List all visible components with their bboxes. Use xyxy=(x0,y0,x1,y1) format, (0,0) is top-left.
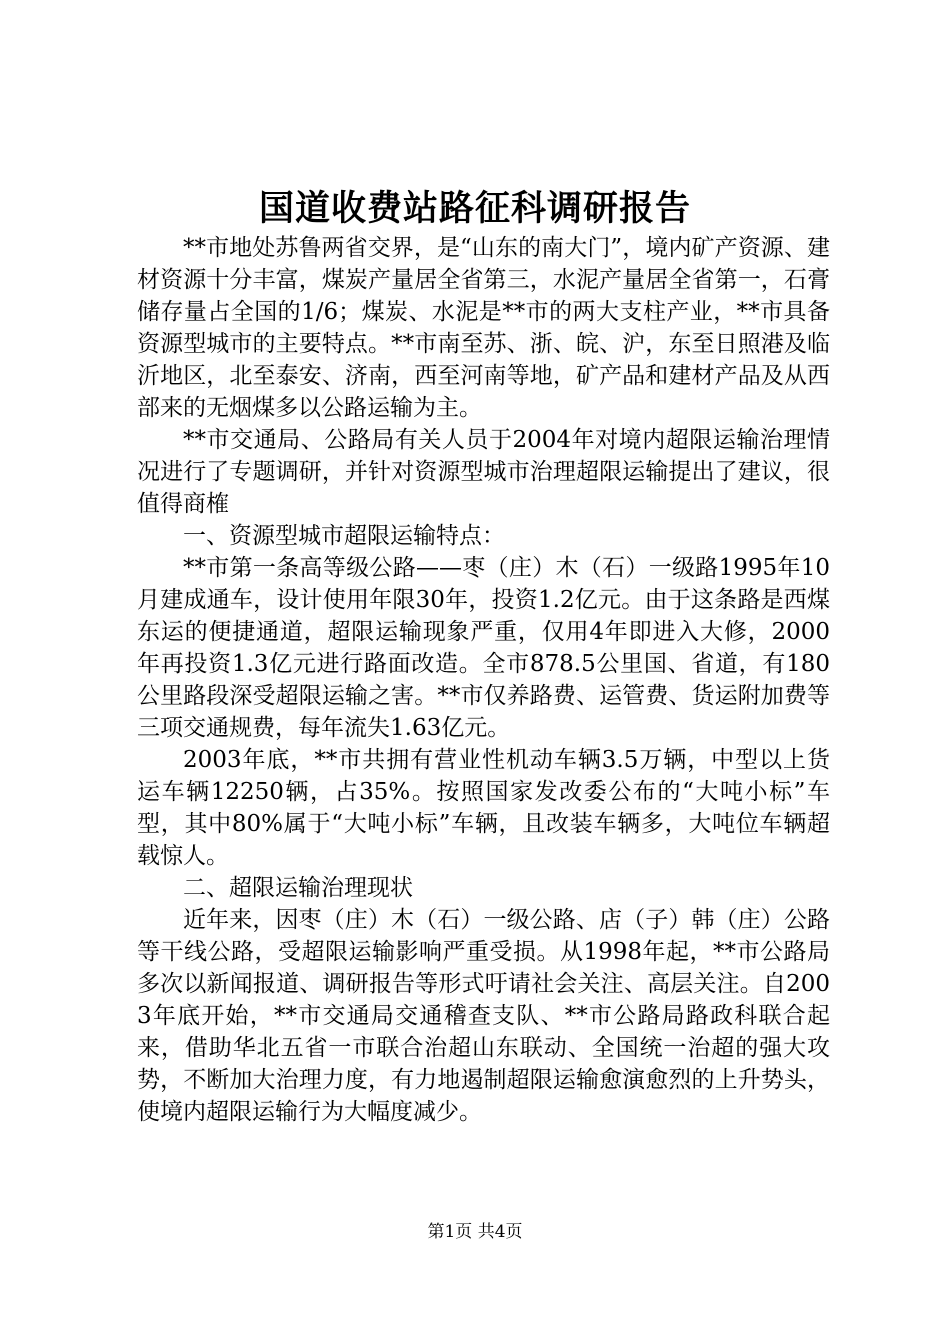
document-title: 国道收费站路征科调研报告 xyxy=(258,188,691,229)
section-heading-2: 二、超限运输治理现状 xyxy=(183,875,413,901)
paragraph-survey: **市交通局、公路局有关人员于2004年对境内超限运输治理情况进行了专题调研，并针对资源型城市治理超限运输提出了建议，很值得商榷 xyxy=(137,427,830,517)
paragraph-intro: **市地处苏鲁两省交界，是“山东的南大门”，境内矿产资源、建材资源十分丰富，煤炭产量居全省第三，水泥产量居全省第一，石膏储存量占全国的1/6；煤炭、水泥是**市的两大支柱产业，**市具备资源型城市的主要特点。**市南至苏、浙、皖、沪，东至日照港及临沂地区，北至泰安、济南，西至河南等地，矿产品和建材产品及从西部来的无烟煤多以公路运输为主。 xyxy=(137,235,830,421)
document-body xyxy=(137,232,830,1128)
paragraph-vehicles: 2003年底，**市共拥有营业性机动车辆3.5万辆，中型以上货运车辆12250辆，占35%。按照国家发改委公布的“大吨小标”车型，其中80%属于“大吨小标”车辆，且改装车辆多，大吨位车辆超载惊人。 xyxy=(137,747,830,869)
page-number-footer: 第1页 共4页 xyxy=(427,1222,523,1242)
paragraph-highway: **市第一条高等级公路——枣（庄）木（石）一级路1995年10月建成通车，设计使用年限30年，投资1.2亿元。由于这条路是西煤东运的便捷通道，超限运输现象严重，仅用4年即进入大修，2000年再投资1.3亿元进行路面改造。全市878.5公里国、省道，有180公里路段深受超限运输之害。**市仅养路费、运管费、货运附加费等三项交通规费，每年流失1.63亿元。 xyxy=(137,555,830,741)
paragraph-status: 近年来，因枣（庄）木（石）一级公路、店（子）韩（庄）公路等干线公路，受超限运输影响严重受损。从1998年起，**市公路局多次以新闻报道、调研报告等形式吁请社会关注、高层关注。自2003年底开始，**市交通局交通稽查支队、**市公路局路政科联合起来，借助华北五省一市联合治超山东联动、全国统一治超的强大攻势，不断加大治理力度，有力地遏制超限运输愈演愈烈的上升势头，使境内超限运输行为大幅度减少。 xyxy=(137,907,830,1125)
section-heading-1: 一、资源型城市超限运输特点： xyxy=(183,523,505,549)
